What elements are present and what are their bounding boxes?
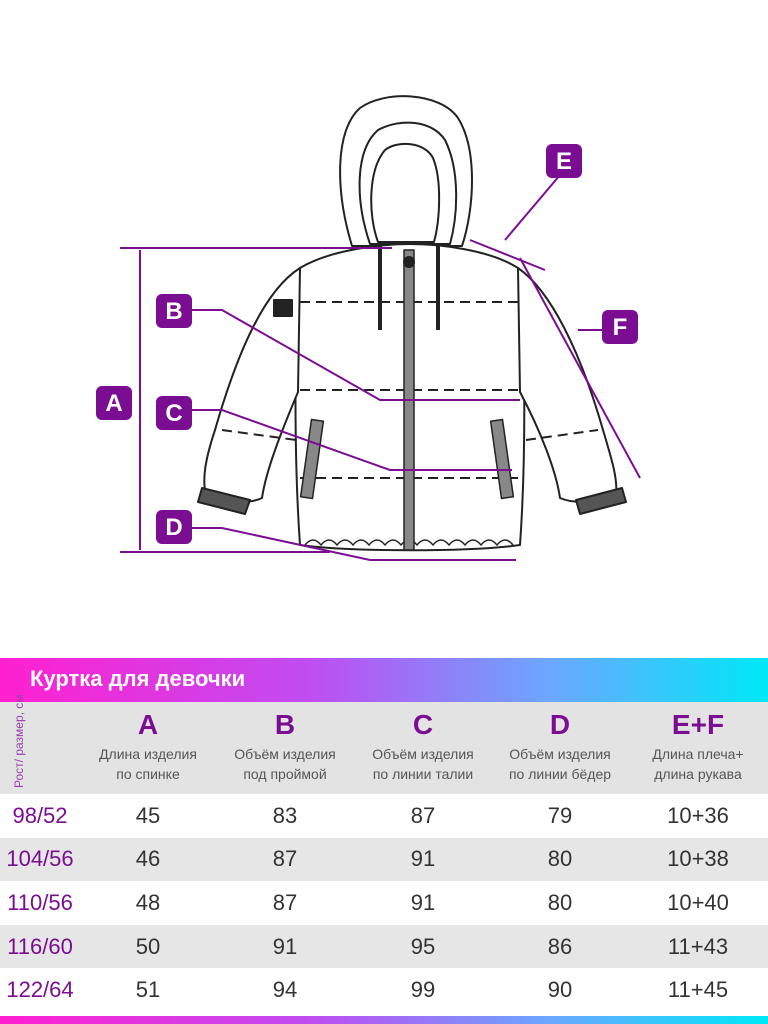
value-cell: 80: [547, 889, 573, 915]
value-cell: 11+45: [667, 977, 729, 1003]
column-desc-line1: Длина плеча+: [652, 746, 744, 762]
value-cell: 91: [354, 838, 492, 882]
column-desc-line1: Объём изделия: [234, 746, 336, 762]
marker-b: [156, 294, 192, 328]
leader-e: [505, 175, 560, 240]
column-desc-line2: по линии бёдер: [508, 766, 612, 782]
size-table: [0, 694, 768, 1012]
row-header-cell: [0, 694, 80, 794]
value-cell: 94: [272, 977, 298, 1003]
table-title-bar: [0, 658, 768, 702]
size-cell: 116/60: [0, 925, 80, 969]
value-cell: 10+40: [667, 889, 729, 915]
column-desc-line1: Длина изделия: [99, 746, 197, 762]
column-header-c: [354, 702, 492, 794]
table-row: [0, 968, 768, 1012]
size-cell: 110/56: [7, 889, 73, 915]
marker-e-label: E: [555, 148, 573, 175]
column-letter: E+F: [671, 709, 725, 740]
value-cell: 80: [492, 838, 628, 882]
column-letter: D: [549, 709, 571, 740]
value-cell: 99: [410, 977, 436, 1003]
column-header-a: [80, 702, 216, 794]
column-letter: B: [274, 709, 296, 740]
column-header-b: [216, 702, 354, 794]
table-row: [0, 925, 768, 969]
footer-gradient-bar: [0, 1016, 768, 1024]
face-opening: [371, 144, 439, 242]
marker-d: [156, 510, 192, 544]
value-cell: 83: [272, 802, 298, 828]
row-header-label: Рост/ размер, см: [12, 694, 26, 788]
marker-f: [602, 310, 638, 344]
column-letter: C: [412, 709, 434, 740]
marker-b-label: B: [165, 298, 183, 325]
table-title: Куртка для девочки: [30, 666, 246, 691]
value-cell: 10+36: [667, 802, 729, 828]
marker-c: [156, 396, 192, 430]
size-cell: 98/52: [12, 802, 68, 828]
column-header-d: [492, 702, 628, 794]
value-cell: 10+38: [628, 838, 768, 882]
zipper-pull: [404, 257, 414, 267]
size-cell: 104/56: [0, 838, 80, 882]
size-cell: 122/64: [6, 977, 74, 1003]
value-cell: 45: [135, 802, 161, 828]
marker-c-label: C: [165, 400, 183, 427]
value-cell: 50: [80, 925, 216, 969]
column-desc-line2: под проймой: [243, 766, 327, 782]
value-cell: 86: [492, 925, 628, 969]
marker-d-label: D: [165, 514, 183, 541]
value-cell: 91: [410, 889, 436, 915]
value-cell: 46: [80, 838, 216, 882]
value-cell: 95: [354, 925, 492, 969]
column-desc-line1: Объём изделия: [372, 746, 474, 762]
marker-a: [96, 386, 132, 420]
marker-a-label: A: [105, 390, 123, 417]
marker-f-label: F: [612, 314, 628, 341]
column-desc-line2: по линии талии: [372, 766, 474, 782]
table-header-row: [0, 702, 768, 794]
value-cell: 79: [547, 802, 573, 828]
value-cell: 51: [135, 977, 161, 1003]
column-desc-line2: по спинке: [116, 766, 180, 782]
table-row: [0, 881, 768, 925]
value-cell: 48: [135, 889, 161, 915]
value-cell: 91: [216, 925, 354, 969]
table-row: [0, 838, 768, 882]
marker-e: [546, 144, 582, 178]
sleeve-tab: [274, 300, 292, 316]
value-cell: 87: [272, 889, 298, 915]
value-cell: 90: [547, 977, 573, 1003]
value-cell: 87: [410, 802, 436, 828]
column-desc-line1: Объём изделия: [509, 746, 611, 762]
column-desc-line2: длина рукава: [654, 766, 742, 782]
right-sleeve: [518, 268, 616, 502]
column-letter: A: [137, 709, 159, 740]
table-row: [0, 794, 768, 838]
value-cell: 87: [216, 838, 354, 882]
value-cell: 11+43: [628, 925, 768, 969]
column-header-ef: [628, 702, 768, 794]
